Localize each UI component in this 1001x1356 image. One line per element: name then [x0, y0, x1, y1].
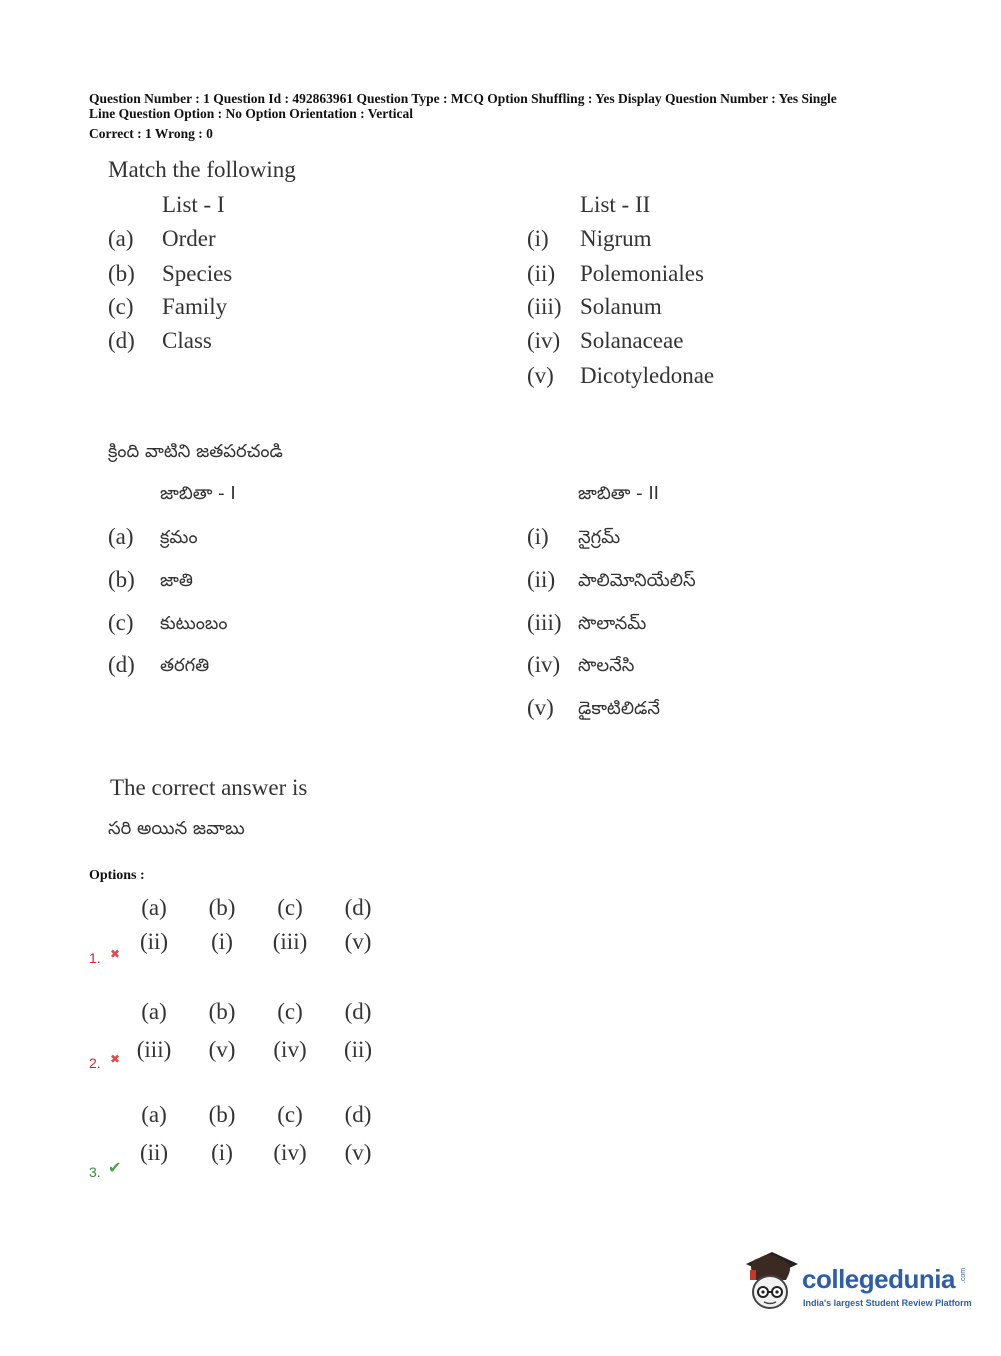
list-item-value: సొలనేసి [578, 655, 635, 676]
option-value: (ii) [343, 1037, 373, 1062]
list-item-value: Order [162, 226, 216, 251]
option-value: (iv) [273, 1037, 307, 1062]
option-header-a: (a) [141, 1102, 167, 1127]
list-item-value: Solanum [580, 294, 662, 319]
option-header-c: (c) [277, 895, 303, 920]
list-item-key: (d) [108, 652, 135, 677]
option-number: 3. [89, 1164, 101, 1180]
list-item-value: Family [162, 294, 228, 319]
list-item-value: సొలానమ్ [578, 613, 647, 634]
list-item-key: (a) [108, 524, 134, 549]
list-item-key: (v) [527, 363, 554, 388]
option-value: (i) [211, 929, 233, 954]
option-value: (ii) [139, 929, 169, 954]
option-number: 1. [89, 950, 101, 966]
list-item-key: (ii) [527, 261, 556, 286]
list-item-value: నైగ్రమ్ [578, 527, 621, 548]
english-list2-title: List - II [580, 192, 651, 217]
wrong-icon: ✖ [110, 947, 121, 961]
logo-tagline: India's largest Student Review Platform [803, 1298, 972, 1308]
wrong-icon: ✖ [110, 1052, 121, 1066]
list-item-key: (c) [108, 610, 134, 635]
list-item-key: (iii) [527, 294, 562, 319]
list-item-value: Class [162, 328, 212, 353]
list-item-key: (v) [527, 695, 554, 720]
check-icon: ✔ [108, 1158, 122, 1177]
logo-name: collegedunia [802, 1264, 955, 1294]
meta-line-1: Question Number : 1 Question Id : 492863961 Question Type : MCQ Option Shuffling : Yes Display Question Number : Yes Single [89, 91, 837, 106]
telugu-heading: క్రింది వాటిని జతపరచండి [108, 441, 283, 462]
list-item-key: (b) [108, 261, 135, 286]
list-item-key: (iv) [527, 652, 561, 677]
list-item-key: (iii) [527, 610, 562, 635]
option-value: (iii) [272, 929, 308, 954]
logo-suffix: .com [960, 1267, 968, 1284]
option-header-d: (d) [344, 999, 372, 1024]
list-item-value: డైకాటిలిడనే [578, 698, 660, 719]
option-value: (iii) [136, 1037, 172, 1062]
list-item-value: కుటుంబం [160, 613, 228, 634]
list-item-value: జాతి [160, 570, 193, 591]
option-value: (iv) [273, 1140, 307, 1165]
answer-prompt-telugu: సరి అయిన జవాబు [108, 818, 245, 839]
list-item-key: (c) [108, 294, 134, 319]
telugu-list2-title: జాబితా - II [578, 483, 659, 504]
option-header-b: (b) [208, 1102, 236, 1127]
list-item-key: (i) [527, 226, 549, 251]
option-header-d: (d) [344, 1102, 372, 1127]
option-header-b: (b) [208, 999, 236, 1024]
answer-prompt-english: The correct answer is [110, 775, 308, 800]
list-item-value: క్రమం [160, 527, 198, 548]
option-value: (v) [208, 1037, 236, 1062]
meta-line-2: Line Question Option : No Option Orientation : Vertical [89, 106, 414, 121]
list-item-key: (iv) [527, 328, 561, 353]
correct-wrong-count: Correct : 1 Wrong : 0 [89, 126, 213, 141]
list-item-key: (i) [527, 524, 549, 549]
option-header-a: (a) [141, 999, 167, 1024]
collegedunia-logo [742, 1250, 972, 1320]
telugu-list1-title: జాబితా - I [160, 483, 236, 504]
list-item-value: Species [162, 261, 233, 286]
option-header-c: (c) [277, 999, 303, 1024]
option-header-a: (a) [141, 895, 167, 920]
mascot-icon [742, 1250, 800, 1312]
option-value: (ii) [139, 1140, 169, 1165]
list-item-key: (a) [108, 226, 134, 251]
list-item-value: తరగతి [160, 655, 210, 676]
list-item-value: పాలిమోనియేలిస్ [578, 570, 696, 591]
option-header-b: (b) [208, 895, 236, 920]
option-value: (i) [211, 1140, 233, 1165]
list-item-value: Dicotyledonae [580, 363, 715, 388]
list-item-key: (ii) [527, 567, 556, 592]
option-header-c: (c) [277, 1102, 303, 1127]
options-label: Options : [89, 868, 145, 883]
option-value: (v) [344, 1140, 372, 1165]
list-item-key: (d) [108, 328, 135, 353]
question-meta [89, 91, 939, 141]
list-item-key: (b) [108, 567, 135, 592]
option-number: 2. [89, 1055, 101, 1071]
option-value: (v) [344, 929, 372, 954]
english-heading: Match the following [108, 157, 296, 182]
option-header-d: (d) [344, 895, 372, 920]
list-item-value: Nigrum [580, 226, 652, 251]
english-list1-title: List - I [162, 192, 225, 217]
list-item-value: Solanaceae [580, 328, 684, 353]
list-item-value: Polemoniales [580, 261, 704, 286]
